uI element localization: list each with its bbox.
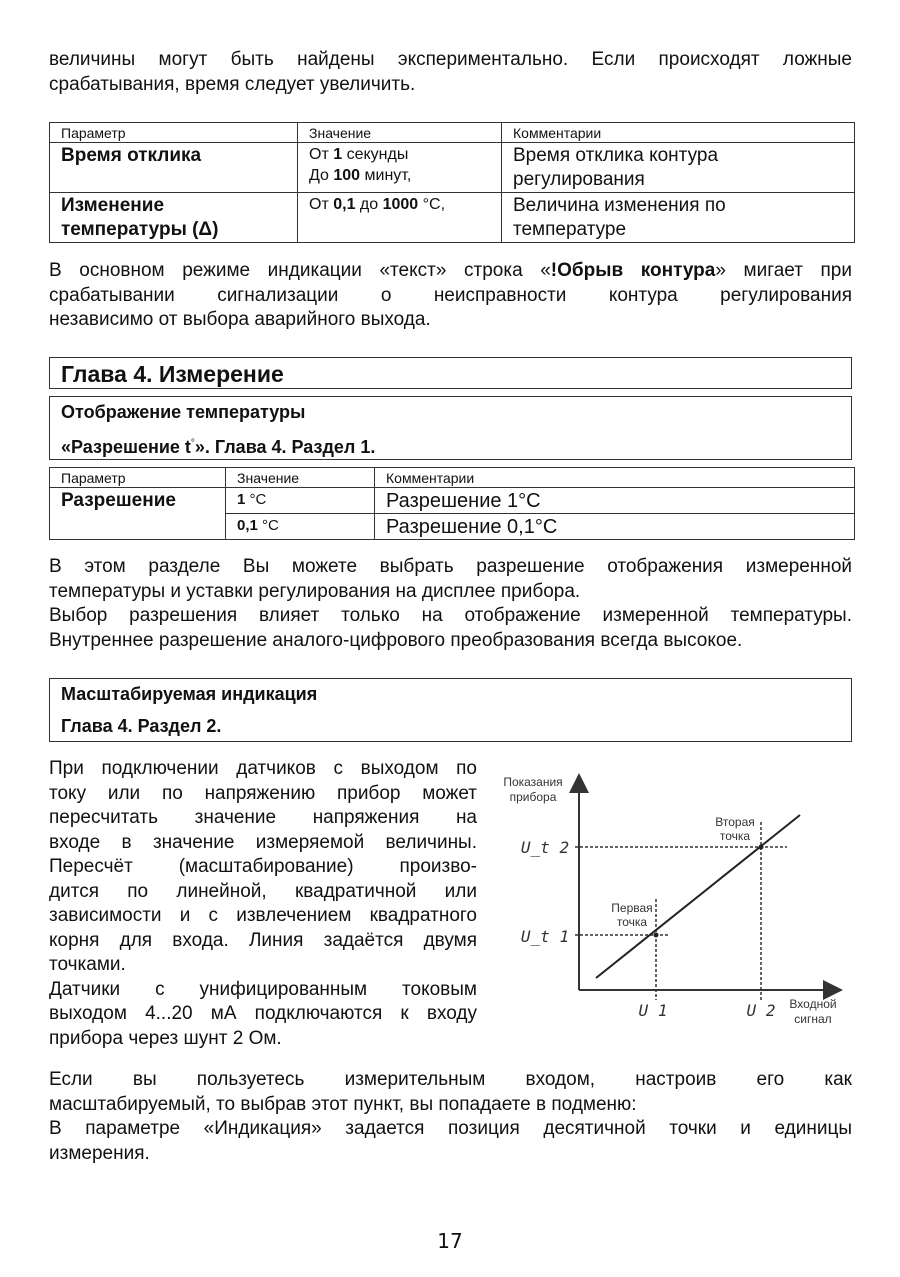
alarm-line: срабатывании сигнализации о неисправности контура регулирования [49, 284, 852, 306]
value-cell [298, 143, 502, 193]
degree-mark: ° [190, 438, 195, 449]
value-text: минут, [360, 167, 412, 184]
value-number: 0,1 [237, 517, 258, 534]
x-tick-u1: U 1 [638, 1001, 668, 1020]
comment-cell: Время отклика контура регулирования [502, 143, 855, 193]
table-header-row [50, 468, 855, 488]
scaling-line: точками. [49, 954, 126, 975]
scaling-paragraph [49, 757, 477, 1051]
scaling-line-graph [596, 815, 800, 978]
chapter-heading [49, 357, 852, 389]
section-title: Отображение температуры [61, 402, 306, 422]
section-subtitle: Глава 4. Раздел 2. [61, 716, 222, 736]
resolution-table [49, 467, 855, 540]
value-number: 100 [333, 167, 361, 184]
value-text: до [355, 196, 383, 213]
second-point [759, 845, 764, 850]
subtitle-text: ». Глава 4. Раздел 1. [194, 437, 376, 457]
y-tick-ut1: U_t 1 [520, 927, 570, 946]
alarm-line: независимо от выбора аварийного выхода. [49, 309, 431, 330]
resolution-line: В этом разделе Вы можете выбрать разрешение отображения измеренной [49, 556, 852, 577]
comment-cell: Разрешение 0,1°С [375, 514, 855, 540]
value-cell [226, 514, 375, 540]
alarm-text: » мигает при [715, 260, 852, 281]
scaling-line: Пересчёт (масштабирование) произво- [49, 856, 477, 877]
header-parameter: Параметр [50, 123, 298, 143]
alarm-line [49, 259, 852, 284]
menu-line: В параметре «Индикация» задается позиция десятичной точки и единицы [49, 1118, 852, 1139]
alarm-text: В основном режиме индикации «текст» строка « [49, 260, 551, 281]
x-axis-label: Входной [789, 997, 837, 1011]
comment-cell: Величина изменения по температуре [502, 193, 855, 243]
resolution-paragraph [49, 555, 852, 653]
scaling-line: корня для входа. Линия задаётся двумя [49, 929, 477, 951]
param-cell: Разрешение [50, 488, 226, 540]
value-text: °С, [418, 196, 446, 213]
header-comments: Комментарии [375, 468, 855, 488]
y-tick-ut2: U_t 2 [520, 838, 570, 857]
resolution-line: Выбор разрешения влияет только на отображение измеренной температуры. [49, 605, 852, 626]
value-number: 1000 [382, 196, 419, 213]
sensor-line: выходом 4...20 мА подключаются к входу [49, 1003, 477, 1024]
header-parameter: Параметр [50, 468, 226, 488]
menu-line: масштабируемый, то выбрав этот пункт, вы попадаете в подменю: [49, 1093, 637, 1115]
menu-line: Если вы пользуетесь измерительным входом, настроив его как [49, 1069, 852, 1090]
alarm-paragraph [49, 259, 852, 333]
param-cell: Изменение температуры (Δ) [50, 193, 298, 243]
value-number: 1 [237, 491, 246, 508]
intro-line: величины могут быть найдены экспериментально. Если происходят ложные [49, 49, 852, 70]
value-text: От [309, 146, 334, 163]
value-cell [226, 488, 375, 514]
sensor-line: прибора через шунт 2 Ом. [49, 1027, 282, 1049]
point1-label: Первая [611, 901, 653, 915]
resolution-line: Внутреннее разрешение аналого-цифрового преобразования всегда высокое. [49, 629, 743, 651]
value-text: От [309, 196, 334, 213]
value-text: секунды [342, 146, 409, 163]
value-unit: °С [257, 517, 279, 534]
header-value: Значение [298, 123, 502, 143]
section-title: Масштабируемая индикация [61, 684, 318, 704]
point2-label: точка [719, 829, 751, 843]
point1-label: точка [616, 915, 648, 929]
resolution-line: температуры и уставки регулирования на дисплее прибора. [49, 580, 581, 602]
value-text: До [309, 167, 334, 184]
y-axis-label: Показания [503, 775, 563, 789]
first-point [654, 933, 659, 938]
section-subtitle [50, 433, 851, 458]
scaling-line: пересчитать значение напряжения на [49, 807, 477, 828]
scaling-line: зависимости и с извлечением квадратного [49, 905, 477, 926]
value-cell [298, 193, 502, 243]
value-unit: °С [245, 491, 267, 508]
intro-line: срабатывания, время следует увеличить. [49, 73, 416, 95]
response-time-table [49, 122, 855, 243]
value-number: 0,1 [333, 196, 356, 213]
table-row [50, 143, 855, 193]
section-heading [49, 678, 852, 742]
param-cell: Время отклика [50, 143, 298, 193]
table-row [50, 488, 855, 514]
comment-cell: Разрешение 1°С [375, 488, 855, 514]
scaling-line: входе в значение измеряемой величины. [49, 831, 477, 853]
table-row [50, 193, 855, 243]
menu-line: измерения. [49, 1142, 150, 1164]
scaling-line: току или по напряжению прибор может [49, 782, 477, 804]
x-axis-label: сигнал [794, 1012, 832, 1026]
table-header-row [50, 123, 855, 143]
header-value: Значение [226, 468, 375, 488]
point2-label: Вторая [715, 815, 755, 829]
section-heading [49, 396, 852, 460]
scaling-line: дится по линейной, квадратичной или [49, 880, 477, 902]
chapter-title: Глава 4. Измерение [61, 361, 284, 387]
intro-paragraph [49, 48, 852, 97]
scaling-line: При подключении датчиков с выходом по [49, 758, 477, 779]
subtitle-text: «Разрешение t [61, 437, 191, 457]
sensor-line: Датчики с унифицированным токовым [49, 978, 477, 1000]
y-axis-label: прибора [509, 790, 557, 804]
x-tick-u2: U 2 [746, 1001, 776, 1020]
page-number: 17 [437, 1229, 463, 1253]
value-number: 1 [333, 146, 343, 163]
header-comments: Комментарии [502, 123, 855, 143]
menu-paragraph [49, 1068, 852, 1166]
alarm-highlight: !Обрыв контура [550, 260, 716, 281]
scaling-diagram [495, 765, 855, 1035]
